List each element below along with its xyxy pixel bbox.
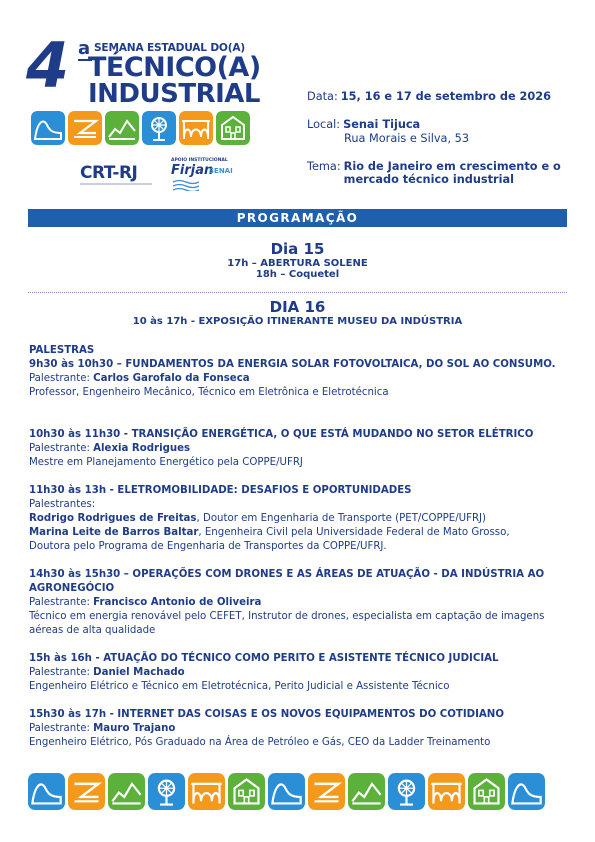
palestra-6-speaker <box>29 722 569 736</box>
logo-number: 4 <box>26 29 68 102</box>
palestra-3 <box>29 484 569 554</box>
sugarloaf-icon <box>508 773 545 810</box>
palestra-1-speaker-name: Carlos Garofalo da Fonseca <box>93 373 250 384</box>
palestra-2-speaker-name: Alexia Rodrigues <box>93 443 191 454</box>
palestra-3-speaker-2-desc-cont: Doutora pelo Programa de Engenharia de Transportes da COPPE/UFRJ. <box>29 541 387 552</box>
event-logo <box>26 29 296 196</box>
info-date-value: 15, 16 e 17 de setembro de 2026 <box>340 90 552 103</box>
palestra-4-desc: Técnico em energia renovável pelo CEFET, Instrutor de drones, especialista em captação de imagens aéreas de alta qualidade <box>29 611 545 636</box>
palestra-4-title: 14h30 às 15h30 – OPERAÇÕES COM DRONES E AS ÁREAS DE ATUAÇÃO - DA INDÚSTRIA AO AGRONEGÓCIO <box>29 569 545 594</box>
sugarloaf-icon <box>28 773 65 810</box>
palestra-5-speaker-name: Daniel Machado <box>93 667 185 678</box>
palestra-2-title: 10h30 às 11h30 - TRANSIÇÃO ENERGÉTICA, O QUE ESTÁ MUDANDO NO SETOR ELÉTRICO <box>29 429 534 440</box>
palestra-4-speaker-label: Palestrante: <box>29 597 94 608</box>
info-local-address: Rua Morais e Silva, 53 <box>344 132 470 145</box>
logo-ordinal: a <box>78 38 91 59</box>
palestra-1-speaker-label: Palestrante: <box>29 373 94 384</box>
dia15-line2: 18h – Coquetel <box>255 269 340 280</box>
palestra-1 <box>29 344 569 400</box>
windmill-icon <box>142 111 176 145</box>
palestra-3-speakers-label: Palestrantes: <box>29 499 96 510</box>
info-local-label: Local: <box>307 118 341 131</box>
crt-rj-logo: CRT-RJ <box>80 163 138 183</box>
arches-icon <box>428 773 465 810</box>
sugarloaf-icon <box>31 111 65 145</box>
arches-icon <box>188 773 225 810</box>
crt-rj-underline <box>80 183 152 185</box>
info-tema-row <box>307 160 577 186</box>
palestra-3-speaker-1 <box>29 512 569 526</box>
palestra-5 <box>29 652 569 694</box>
lightning-icon <box>68 111 102 145</box>
palestra-4-speaker <box>29 596 569 610</box>
palestra-6-speaker-label: Palestrante: <box>29 723 94 734</box>
dia15-title: Dia 15 <box>270 240 325 258</box>
building-icon <box>228 773 265 810</box>
programacao-heading: PROGRAMAÇÃO <box>28 209 567 227</box>
palestras-heading: PALESTRAS <box>29 345 95 356</box>
windmill-icon <box>388 773 425 810</box>
mountains-icon <box>348 773 385 810</box>
palestra-1-speaker <box>29 372 569 386</box>
palestra-5-title: 15h às 16h - ATUAÇÃO DO TÉCNICO COMO PERITO E ASISTENTE TÉCNICO JUDICIAL <box>29 653 499 664</box>
building-icon <box>468 773 505 810</box>
palestra-2-desc: Mestre em Planejamento Energético pela COPPE/UFRJ <box>29 457 303 468</box>
palestra-2-speaker-label: Palestrante: <box>29 443 94 454</box>
windmill-icon <box>148 773 185 810</box>
palestra-3-title: 11h30 às 13h - ELETROMOBILIDADE: DESAFIOS E OPORTUNIDADES <box>29 485 412 496</box>
sugarloaf-icon <box>268 773 305 810</box>
palestra-1-title: 9h30 às 10h30 – FUNDAMENTOS DA ENERGIA SOLAR FOTOVOLTAICA, DO SOL AO CONSUMO. <box>29 359 556 370</box>
lightning-icon <box>308 773 345 810</box>
info-date-label: Data: <box>307 90 338 103</box>
info-local-value: Senai Tijuca <box>343 118 421 131</box>
building-icon <box>216 111 250 145</box>
firjan-logo: Firjan <box>171 163 214 178</box>
palestra-2-speaker <box>29 442 569 456</box>
dia16-section <box>28 298 567 327</box>
palestra-5-speaker <box>29 666 569 680</box>
palestra-3-speaker-2-name: Marina Leite de Barros Baltar <box>29 527 199 538</box>
day-divider <box>28 292 567 293</box>
lightning-icon <box>68 773 105 810</box>
dia16-title: DIA 16 <box>269 298 326 316</box>
info-tema-label: Tema: <box>307 160 341 173</box>
palestra-4 <box>29 568 569 638</box>
palestra-6-speaker-name: Mauro Trajano <box>93 723 176 734</box>
logo-industrial: INDUSTRIAL <box>88 79 260 109</box>
palestra-4-speaker-name: Francisco Antonio de Oliveira <box>93 597 262 608</box>
mountains-icon <box>108 773 145 810</box>
palestra-6-desc: Engenheiro Elétrico, Pós Graduado na Área de Petróleo e Gás, CEO da Ladder Treinamento <box>29 737 491 748</box>
firjan-waves-icon <box>173 179 199 191</box>
palestra-5-desc: Engenheiro Elétrico e Técnico em Eletrotécnica, Perito Judicial e Assistente Técnico <box>29 681 450 692</box>
logo-semana: SEMANA ESTADUAL DO(A) <box>94 42 246 54</box>
palestra-6-title: 15h30 às 17h - INTERNET DAS COISAS E OS NOVOS EQUIPAMENTOS DO COTIDIANO <box>29 709 504 720</box>
palestra-6 <box>29 708 569 750</box>
palestra-1-desc: Professor, Engenheiro Mecânico, Técnico em Eletrônica e Eletrotécnica <box>29 387 389 398</box>
firjan-support-label: APOIO INSTITUCIONAL <box>171 158 228 163</box>
dia15-line1: 17h – ABERTURA SOLENE <box>227 258 368 269</box>
info-date-row <box>307 90 551 103</box>
palestra-3-speaker-2 <box>29 526 569 540</box>
senai-logo: SENAI <box>209 167 233 175</box>
logo-tecnico: TÉCNICO(A) <box>88 52 261 83</box>
palestra-2 <box>29 428 569 470</box>
mountains-icon <box>105 111 139 145</box>
palestra-3-speaker-1-desc: , Doutor em Engenharia de Transporte (PET/COPPE/UFRJ) <box>196 513 487 524</box>
arches-icon <box>179 111 213 145</box>
dia15-section <box>28 240 567 280</box>
bottom-icon-strip <box>28 773 545 810</box>
logo-icon-strip <box>31 111 250 145</box>
palestra-5-speaker-label: Palestrante: <box>29 667 94 678</box>
palestra-3-speaker-1-name: Rodrigo Rodrigues de Freitas <box>29 513 197 524</box>
palestra-3-speaker-2-desc: , Engenheira Civil pela Universidade Federal de Mato Grosso, <box>198 527 510 538</box>
info-local-row <box>307 118 420 131</box>
dia16-line1: 10 às 17h - EXPOSIÇÃO ITINERANTE MUSEU DA INDÚSTRIA <box>132 316 463 327</box>
info-tema-value: Rio de Janeiro em crescimento e o mercado técnico industrial <box>343 160 561 186</box>
